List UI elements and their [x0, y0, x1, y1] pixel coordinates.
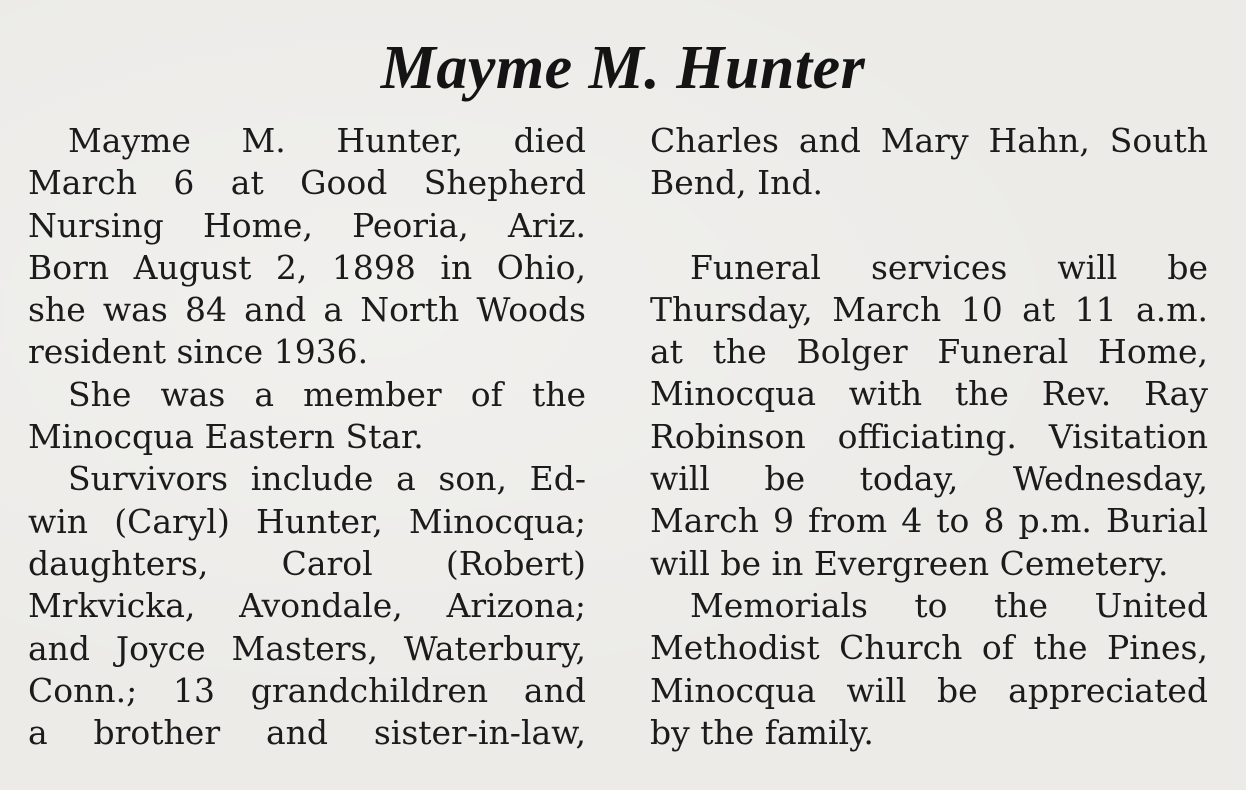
- text-line: Minocqua Eastern Star.: [28, 417, 424, 457]
- text-line: will be in Evergreen Cemetery.: [650, 543, 1169, 583]
- text-line: at the Bolger Funeral Home,: [650, 332, 1208, 372]
- text-line: daughters, Carol (Robert): [28, 543, 586, 583]
- text-line: Nursing Home, Peoria, Ariz.: [28, 205, 586, 245]
- text-line: Minocqua with the Rev. Ray: [650, 374, 1208, 414]
- text-line: Conn.; 13 grandchildren and: [28, 670, 586, 710]
- text-line: Mayme M. Hunter, died: [68, 121, 586, 160]
- text-line: Methodist Church of the Pines,: [650, 628, 1208, 668]
- text-line: and Joyce Masters, Waterbury,: [28, 628, 586, 668]
- text-line: Survivors include a son, Ed-: [68, 459, 586, 499]
- text-line: March 9 from 4 to 8 p.m. Burial: [650, 501, 1208, 541]
- text-line: Minocqua will be appreciated: [650, 670, 1208, 710]
- column-left: [28, 120, 586, 754]
- text-line: Charles and Mary Hahn, South: [650, 121, 1208, 160]
- text-line: Bend, Ind.: [650, 163, 824, 203]
- text-line: will be today, Wednesday,: [650, 459, 1208, 499]
- text-line: Memorials to the United: [690, 585, 1208, 625]
- text-line: Robinson officiating. Visitation: [650, 416, 1208, 456]
- text-line: Born August 2, 1898 in Ohio,: [28, 247, 586, 287]
- text-line: March 6 at Good Shepherd: [28, 163, 586, 203]
- paragraph-gap: [650, 205, 1208, 247]
- text-line: Thursday, March 10 at 11 a.m.: [650, 289, 1208, 329]
- obituary-title: Mayme M. Hunter: [380, 34, 866, 102]
- column-right: [650, 120, 1208, 754]
- text-line: Funeral services will be: [690, 247, 1208, 287]
- text-line: resident since 1936.: [28, 332, 369, 372]
- text-line: a brother and sister-in-law,: [28, 713, 586, 753]
- text-line: by the family.: [650, 712, 874, 752]
- text-line: Mrkvicka, Avondale, Arizona;: [28, 586, 586, 626]
- text-line: she was 84 and a North Woods: [28, 290, 586, 330]
- text-line: win (Caryl) Hunter, Minocqua;: [28, 501, 586, 541]
- text-line: She was a member of the: [68, 374, 586, 414]
